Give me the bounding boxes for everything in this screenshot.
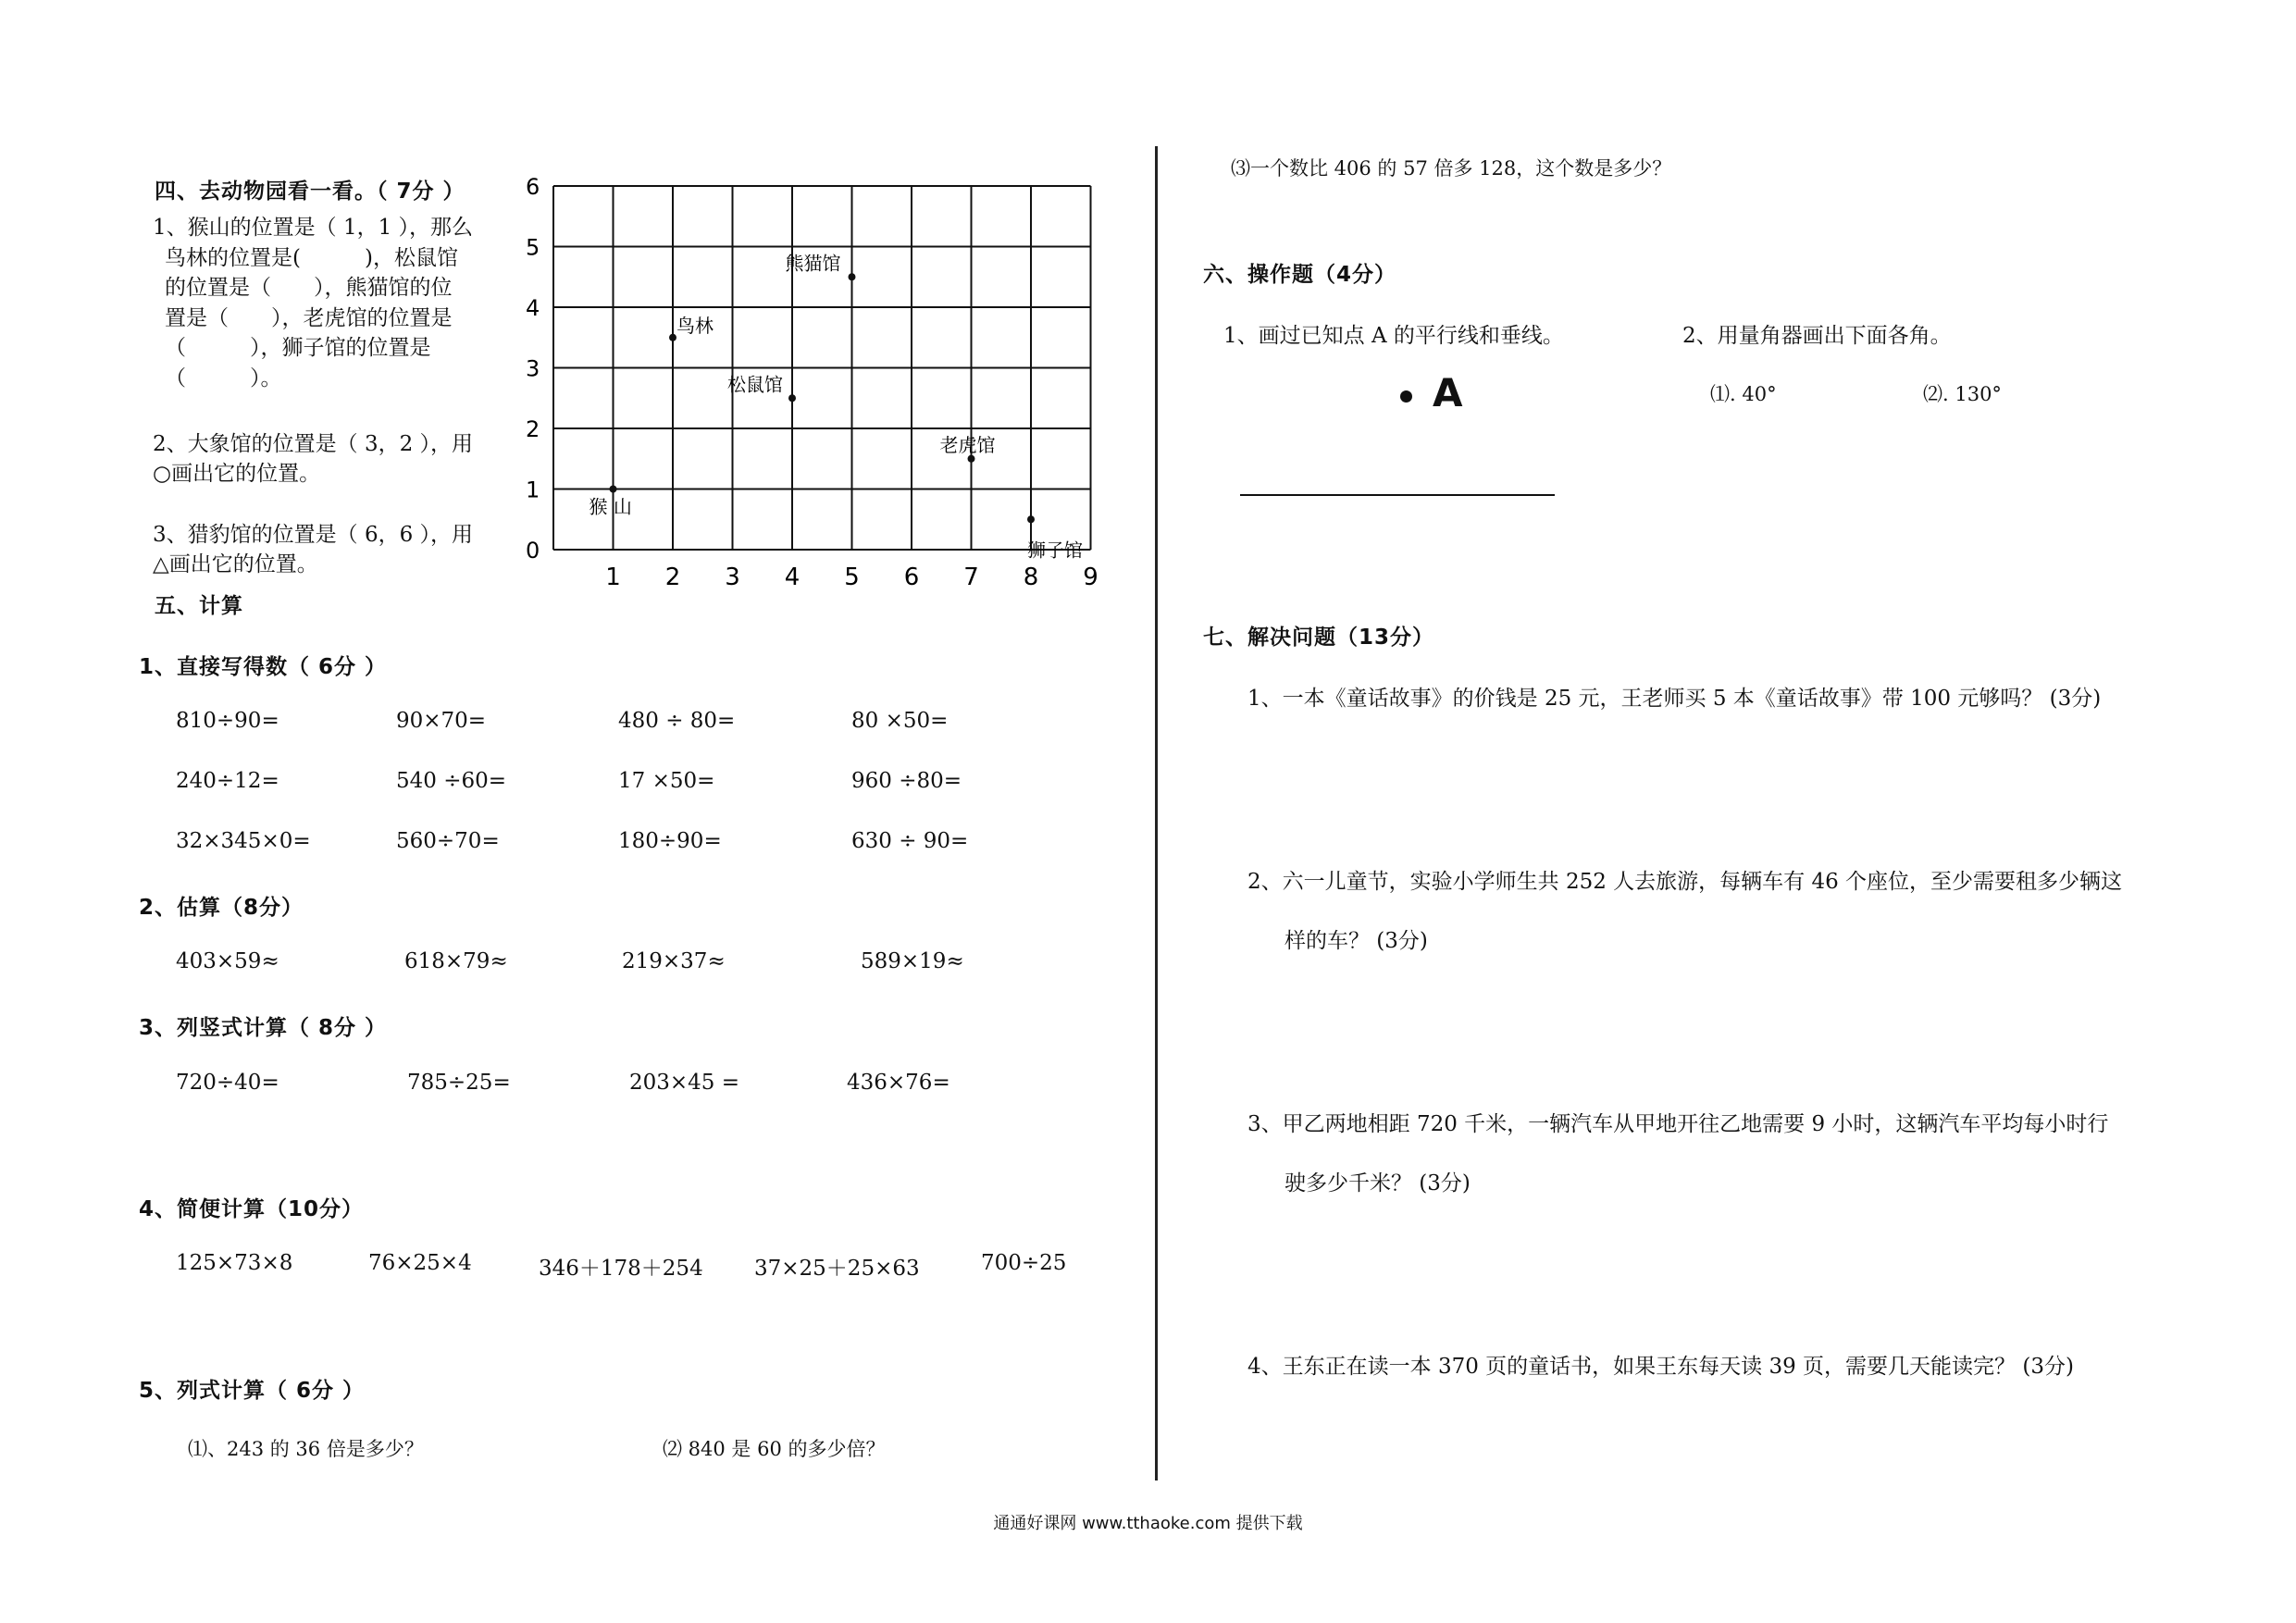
question-4-2 xyxy=(153,429,473,489)
q1-line-3: 的位置是（ ），熊猫馆的位 xyxy=(165,276,453,300)
location-label: 熊猫馆 xyxy=(785,252,841,275)
q2-line-1: 2、大象馆的位置是（ 3，2 ），用 xyxy=(153,432,474,456)
angle-40: ⑴. 40° xyxy=(1710,383,1777,405)
simple-calc-3: 346＋178＋254 xyxy=(539,1257,703,1281)
x-tick-label: 3 xyxy=(725,564,740,591)
x-tick-label: 1 xyxy=(605,564,621,591)
vertical-calc-1: 720÷40= xyxy=(176,1071,279,1095)
location-label: 狮子馆 xyxy=(1027,539,1083,562)
location-dot xyxy=(849,273,856,280)
section-5-title: 五、计算 xyxy=(155,594,243,618)
y-axis-ticks xyxy=(526,174,540,564)
section-6-title: 六、操作题（4分） xyxy=(1203,263,1397,287)
location-label: 松鼠馆 xyxy=(727,373,783,396)
operation-1: 1、画过已知点 A 的平行线和垂线。 xyxy=(1223,324,1564,348)
part-2-title: 2、估算（8分） xyxy=(139,896,304,920)
vertical-calc-3: 203×45 = xyxy=(629,1071,740,1095)
y-tick-label: 3 xyxy=(526,355,540,382)
calc-3-4: 630 ÷ 90= xyxy=(851,829,969,853)
q3-line-2: △画出它的位置。 xyxy=(153,552,318,576)
section-4-title: 四、去动物园看一看。（ 7分 ） xyxy=(155,180,465,204)
simple-calc-2: 76×25×4 xyxy=(368,1251,472,1275)
part-5-title: 5、列式计算（ 6分 ） xyxy=(139,1379,366,1403)
vertical-calc-2: 785÷25= xyxy=(407,1071,511,1095)
x-tick-label: 9 xyxy=(1083,564,1098,591)
q1-line-6: （ ）。 xyxy=(165,365,282,390)
estimate-1: 403×59≈ xyxy=(176,949,279,973)
x-axis-ticks xyxy=(605,564,1098,591)
estimate-3: 219×37≈ xyxy=(622,949,726,973)
location-dot xyxy=(1027,515,1035,523)
q1-line-4: 置是（ ），老虎馆的位置是 xyxy=(165,305,453,330)
x-tick-label: 6 xyxy=(903,564,920,591)
operation-2: 2、用量角器画出下面各角。 xyxy=(1682,324,1952,348)
x-tick-label: 4 xyxy=(784,564,800,591)
q2-line-2: ○画出它的位置。 xyxy=(153,462,321,486)
zoo-coordinate-grid xyxy=(518,163,1111,598)
x-tick-label: 8 xyxy=(1023,564,1039,591)
part-1-title: 1、直接写得数（ 6分 ） xyxy=(139,655,388,679)
q1-line-5: （ ），狮子馆的位置是 xyxy=(165,336,431,360)
question-4-3 xyxy=(153,520,473,579)
location-dot xyxy=(788,394,796,402)
problem-2-line-2: 样的车？ (3分) xyxy=(1285,929,1428,953)
problem-1: 1、一本《童话故事》的价钱是 25 元，王老师买 5 本《童话故事》带 100 元够吗？ (3分) xyxy=(1247,687,2102,711)
part-4-title: 4、简便计算（10分） xyxy=(139,1197,365,1221)
calc-3-2: 560÷70= xyxy=(396,829,500,853)
column-divider xyxy=(1155,146,1158,1481)
location-label: 猴 山 xyxy=(589,495,632,518)
calc-3-1: 32×345×0= xyxy=(176,829,311,853)
problem-4: 4、王东正在读一本 370 页的童话书，如果王东每天读 39 页，需要几天能读完？ (3分) xyxy=(1247,1355,2074,1379)
calc-1-3: 480 ÷ 80= xyxy=(618,709,736,733)
word-calc-2: ⑵ 840 是 60 的多少倍？ xyxy=(663,1438,886,1460)
q1-line-1: 1、猴山的位置是（ 1，1 ），那么 xyxy=(153,216,474,240)
point-a-label: A xyxy=(1433,370,1463,415)
vertical-calc-4: 436×76= xyxy=(847,1071,950,1095)
simple-calc-5: 700÷25 xyxy=(981,1251,1067,1275)
estimate-2: 618×79≈ xyxy=(404,949,508,973)
calc-3-3: 180÷90= xyxy=(618,829,722,853)
problem-2-line-1: 2、六一儿童节，实验小学师生共 252 人去旅游，每辆车有 46 个座位，至少需要租多少辆这 xyxy=(1247,870,2123,894)
q1-line-2: 鸟林的位置是( )，松鼠馆 xyxy=(165,245,458,270)
calc-2-2: 540 ÷60= xyxy=(396,769,507,793)
word-calc-1: ⑴、243 的 36 倍是多少？ xyxy=(188,1438,424,1460)
angle-130: ⑵. 130° xyxy=(1923,383,2002,405)
location-dot xyxy=(610,486,617,493)
calc-1-4: 80 ×50= xyxy=(851,709,949,733)
problem-3-line-1: 3、甲乙两地相距 720 千米，一辆汽车从甲地开往乙地需要 9 小时，这辆汽车平均每小时行 xyxy=(1247,1112,2109,1136)
y-tick-label: 2 xyxy=(526,416,540,442)
simple-calc-4: 37×25＋25×63 xyxy=(754,1257,920,1281)
part-3-title: 3、列竖式计算（ 8分 ） xyxy=(139,1016,388,1040)
calc-2-4: 960 ÷80= xyxy=(851,769,962,793)
y-tick-label: 6 xyxy=(526,174,540,200)
question-4-1 xyxy=(153,213,503,393)
y-tick-label: 1 xyxy=(526,477,540,503)
simple-calc-1: 125×73×8 xyxy=(176,1251,293,1275)
y-tick-label: 0 xyxy=(526,538,540,564)
q3-line-1: 3、猎豹馆的位置是（ 6，6 ），用 xyxy=(153,523,474,547)
section-7-title: 七、解决问题（13分） xyxy=(1203,626,1435,650)
calc-2-1: 240÷12= xyxy=(176,769,279,793)
calc-2-3: 17 ×50= xyxy=(618,769,715,793)
location-dot xyxy=(669,334,676,341)
calc-1-2: 90×70= xyxy=(396,709,487,733)
x-tick-label: 2 xyxy=(664,564,681,591)
location-points xyxy=(590,252,1084,561)
word-calc-3: ⑶一个数比 406 的 57 倍多 128，这个数是多少？ xyxy=(1231,157,1672,180)
x-tick-label: 5 xyxy=(844,564,860,591)
estimate-4: 589×19≈ xyxy=(861,949,964,973)
given-line xyxy=(1240,494,1555,496)
y-tick-label: 5 xyxy=(526,234,540,261)
location-dot xyxy=(968,455,975,463)
location-label: 老虎馆 xyxy=(939,433,996,456)
point-a-dot xyxy=(1400,390,1412,403)
grid-lines xyxy=(553,186,1091,550)
calc-1-1: 810÷90= xyxy=(176,709,279,733)
problem-3-line-2: 驶多少千米？ (3分) xyxy=(1285,1171,1471,1196)
footer-text: 通通好课网 www.tthaoke.com 提供下载 xyxy=(993,1514,1303,1533)
y-tick-label: 4 xyxy=(526,295,540,321)
x-tick-label: 7 xyxy=(963,564,979,591)
location-label: 鸟林 xyxy=(676,314,714,337)
